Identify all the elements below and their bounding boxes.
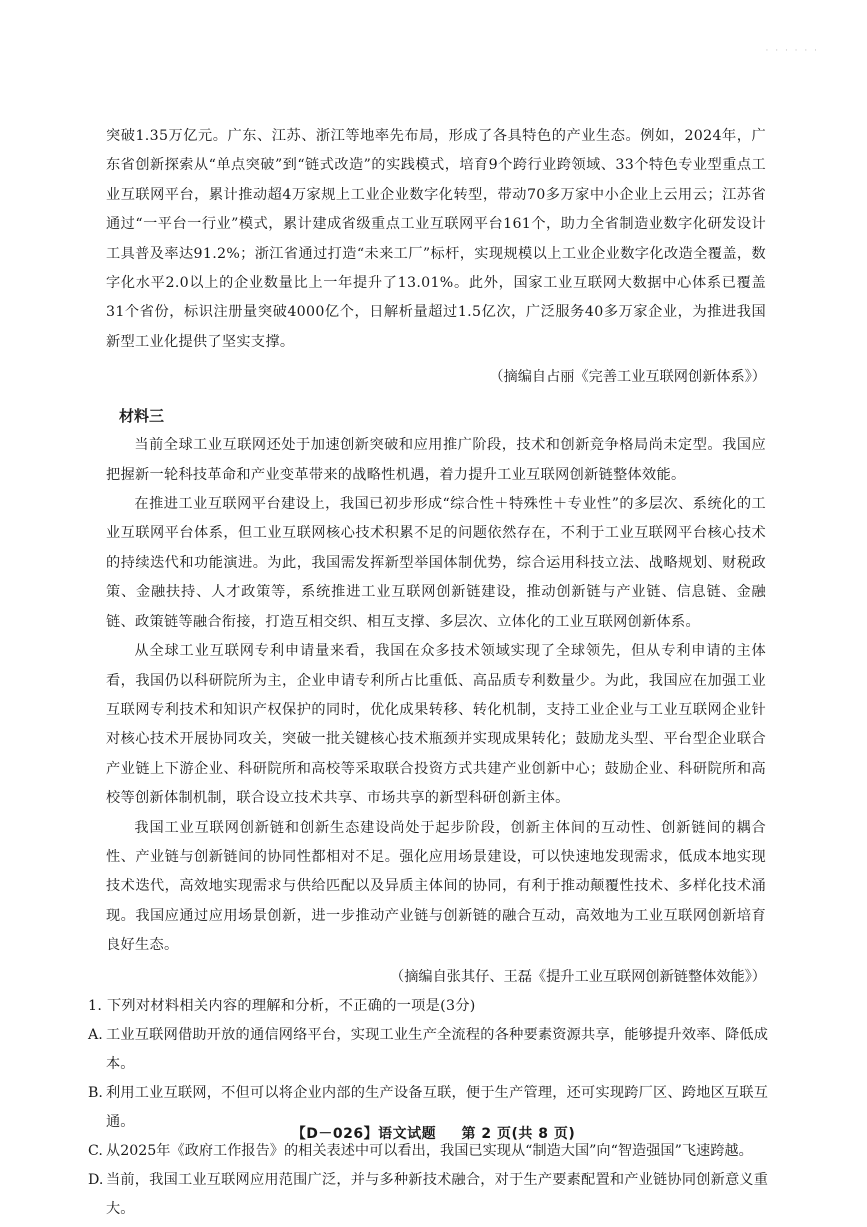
- material3-heading: 材料三: [119, 407, 165, 426]
- material3-paragraph-4: 我国工业互联网创新链和创新生态建设尚处于起步阶段，创新主体间的互动性、创新链间的耦合性、产业链与创新链间的协同性都相对不足。强化应用场景建设，可以快速地发现需求，低成本地实现技术迭代，高效地实现需求与供给匹配以及异质主体间的协同，有利于推动颠覆性技术、多样化技术涌现。我国应通过应用场景创新，进一步推动产业链与创新链的融合互动，高效地为工业互联网创新培育良好生态。: [106, 819, 766, 954]
- option-c-text: 从2025年《政府工作报告》的相关表述中可以看出，我国已实现从“制造大国”向“智造强国”飞速跨越。: [106, 1142, 753, 1159]
- option-a-label: A.: [88, 1026, 103, 1043]
- material2-source: （摘编自占丽《完善工业互联网创新体系》）: [489, 369, 766, 386]
- option-a: [88, 1021, 768, 1079]
- question-1-stem: 1. 下列对材料相关内容的理解和分析，不正确的一项是(3分): [88, 997, 476, 1014]
- option-d-label: D.: [88, 1171, 104, 1188]
- material3-source: （摘编自张其仔、王磊《提升工业互联网创新链整体效能》）: [390, 968, 766, 985]
- option-a-text: 工业互联网借助开放的通信网络平台，实现工业生产全流程的各种要素资源共享，能够提升效率、降低成本。: [106, 1026, 768, 1072]
- option-c-label: C.: [88, 1142, 103, 1159]
- exam-code: 【D－026】语文试题: [291, 1126, 437, 1142]
- material3-paragraph-3: 从全球工业互联网专利申请量来看，我国在众多技术领域实现了全球领先，但从专利申请的主体看，我国仍以科研院所为主，企业申请专利所占比重低、高品质专利数量少。为此，我国应在加强工业互联网专利技术和知识产权保护的同时，优化成果转移、转化机制，支持工业企业与工业互联网企业针对核心技术开展协同攻关，突破一批关键核心技术瓶颈并实现成果转化；鼓励龙头型、平台型企业联合产业链上下游企业、科研院所和高校等采取联合投资方式共建产业创新中心；鼓励企业、科研院所和高校等创新体制机制，联合设立技术共享、市场共享的新型科研创新主体。: [106, 643, 766, 807]
- option-d: [88, 1166, 768, 1224]
- material2-paragraph: 突破1.35万亿元。广东、江苏、浙江等地率先布局，形成了各具特色的产业生态。例如，2024年，广东省创新探索从“单点突破”到“链式改造”的实践模式，培育9个跨行业跨领域、33个特色专业型重点工业互联网平台，累计推动超4万家规上工业企业数字化转型，带动70多万家中小企业上云用云；江苏省通过“一平台一行业”模式，累计建成省级重点工业互联网平台161个，助力全省制造业数字化研发设计工具普及率达91.2%；浙江省通过打造“未来工厂”标杆，实现规模以上工业企业数字化改造全覆盖，数字化水平2.0以上的企业数量比上一年提升了13.01%。此外，国家工业互联网大数据中心体系已覆盖31个省份，标识注册量突破4000亿个，日解析量超过1.5亿次，广泛服务40多万家企业，为推进我国新型工业化提供了坚实支撑。: [106, 128, 766, 350]
- page-number: 第 2 页(共 8 页): [461, 1126, 576, 1142]
- material3-paragraph-2: 在推进工业互联网平台建设上，我国已初步形成“综合性＋特殊性＋专业性”的多层次、系统化的工业互联网平台体系，但工业互联网核心技术积累不足的问题依然存在，不利于工业互联网平台核心技术的持续迭代和功能演进。为此，我国需发挥新型举国体制优势，综合运用科技立法、战略规划、财税政策、金融扶持、人才政策等，系统推进工业互联网创新链建设，推动创新链与产业链、信息链、金融链、政策链等融合衔接，打造互相交织、相互支撑、多层次、立体化的工业互联网创新体系。: [106, 496, 766, 630]
- option-b-text: 利用工业互联网，不但可以将企业内部的生产设备互联，便于生产管理，还可实现跨厂区、跨地区互联互通。: [106, 1084, 768, 1130]
- option-d-text: 当前，我国工业互联网应用范围广泛，并与多种新技术融合，对于生产要素配置和产业链协同创新意义重大。: [106, 1171, 768, 1217]
- header-mark: · · · · · ·: [765, 46, 819, 56]
- page-footer: [0, 1123, 867, 1143]
- material2-continuation: [88, 122, 768, 1224]
- option-b-label: B.: [88, 1084, 103, 1101]
- material3-paragraph-1: 当前全球工业互联网还处于加速创新突破和应用推广阶段，技术和创新竞争格局尚未定型。我国应把握新一轮科技革命和产业变革带来的战略性机遇，着力提升工业互联网创新链整体效能。: [106, 437, 766, 483]
- question-1: [88, 992, 768, 1224]
